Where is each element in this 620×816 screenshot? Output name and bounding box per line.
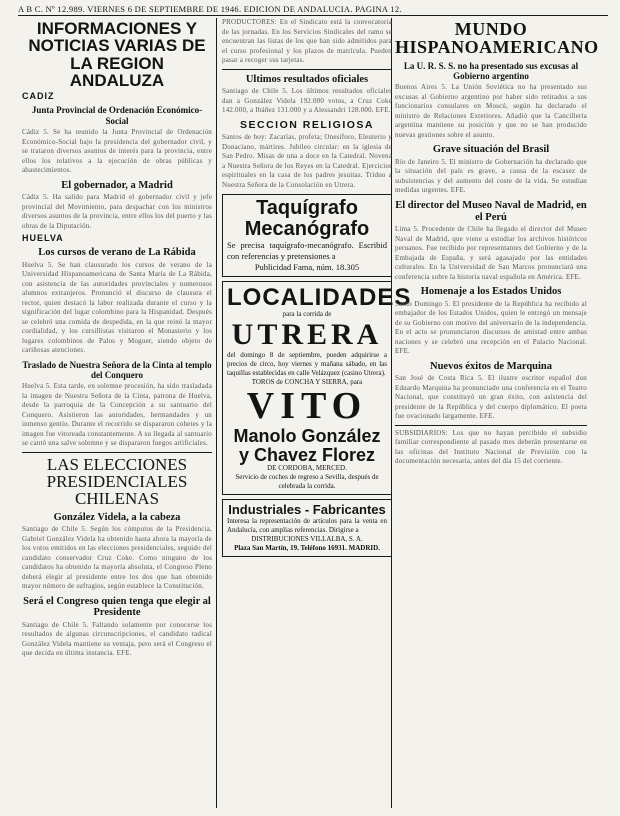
headline-homenaje: Homenaje a los Estados Unidos (420, 286, 562, 298)
ad-taquigrafo-address: Publicidad Fama, núm. 18.305 (254, 262, 360, 273)
headline-ultimos-resultados: Ultimos resultados oficiales (245, 73, 369, 85)
headline-traslado: Traslado de Nuestra Señora de la Cinta al templo del Conquero (22, 359, 212, 380)
ad-taquigrafo (222, 194, 392, 277)
headline-seccion-religiosa: SECCION RELIGIOSA (239, 118, 374, 131)
headline-brasil: Grave situación del Brasil (432, 144, 550, 156)
column-middle (222, 18, 412, 810)
ad-localidades-subtitle: para la corrida de (282, 310, 332, 319)
headline-gobernador: El gobernador, a Madrid (61, 179, 173, 191)
article-brasil: Río de Janeiro 5. El ministro de Gobernación ha declarado que la situación del país es grave, a causa de la escasez de subsistencias y del aumento del coste de la vida. Se estudian medidas urgentes. EFE. (395, 157, 587, 195)
article-congreso: Santiago de Chile 5. Faltando solamente por conocerse los resultados de algunas circunscripciones, el candidato radical González Videla mantiene su ventaja, pero será el Congreso el que decida en última instancia. EFE. (22, 620, 212, 658)
article-museo-naval: Lima 5. Procedente de Chile ha llegado el director del Museo Naval de Madrid, que viene a estudiar los archivos históricos peruanos. Fue recibido por representantes del Gobierno y de la Embajada de España, y será agasajado por las entidades culturales. En la Universidad de San Marcos pronunciará una conferencia sobre la historia naval española en América. EFE. (395, 225, 587, 281)
ad-toros-line: TOROS de CONCHA Y SIERRA, para (251, 377, 363, 386)
ad-industriales-address: Plaza San Martín, 19. Teléfono 16931. MADRID. (234, 544, 380, 553)
ad-taquigrafo-title: Taquígrafo (256, 197, 358, 220)
article-seccion-religiosa: Santos de hoy: Zacarías, profeta; Onesíforo, Eleuterio y Donaciano, mártires. Jubileo circular: en la iglesia de San Pedro. Misas de una a doce en la Catedral. Novena a Nuestra Señora de los Reyes en la Catedral. Ejercicios espirituales en la casa de los padres jesuitas. Triduo a Nuestra Señora de la Consolación en Utrera. (222, 133, 392, 189)
page-folio: A B C. Nº 12.989. VIERNES 6 DE SEPTIEMBRE DE 1946. EDICION DE ANDALUCIA. PAGINA 12. (18, 4, 402, 14)
ad-utrera: UTRERA (231, 318, 383, 352)
ad-note-2: Servicio de coches de regreso a Sevilla, después de celebrada la corrida. (235, 473, 379, 491)
ad-localidades-text: del domingo 8 de septiembre, pueden adquirirse a precios de circo, hoy viernes y mañana sábado, en las taquillas establecidas en calle Velázquez (casino Utrera). (227, 350, 387, 377)
ad-note-1: DE CORDOBA, MERCED. (267, 464, 347, 473)
ad-vito: VITO (246, 384, 368, 427)
headline-museo-naval: El director del Museo Naval de Madrid, en el Perú (395, 199, 587, 223)
column-hispanoamerica (395, 18, 599, 810)
divider (222, 69, 392, 70)
main-headline-regional: INFORMACIONES Y NOTICIAS VARIAS DE LA REGION ANDALUZA (28, 19, 206, 90)
headline-junta-provincial: Junta Provincial de Ordenación Económico-Social (31, 105, 203, 126)
notice-subsidiarios: SUBSIDIARIOS: Los que no hayan percibido el subsidio familiar correspondiente al pasado mes deberán presentarse en las oficinas del Instituto Nacional de Previsión con la documentación necesaria, antes del día 15 del corriente. (395, 428, 587, 466)
ad-taquigrafo-text: Se precisa taquígrafo-mecanógrafo. Escribid con referencias y pretensiones a (227, 240, 387, 262)
ad-industriales-company: DISTRIBUCIONES VILLALBA, S. A. (251, 535, 363, 544)
divider (22, 452, 212, 453)
ad-matador-1: Manolo González (233, 425, 381, 446)
article-ultimos-resultados: Santiago de Chile 5. Los últimos resultados oficiales dan a González Videla 192.000 votos, a Cruz Coke 142.000, a Ibáñez 131.000 y a Alessandri 128.000. EFE. (222, 87, 392, 115)
article-marquina: San José de Costa Rica 5. El ilustre escritor español don Eduardo Marquina ha pronunciado una conferencia en el Teatro Nacional, que constituyó un gran éxito, con asistencia del presidente de la República y del cuerpo diplomático. El poeta fue ovacionado largamente. EFE. (395, 374, 587, 421)
article-traslado: Huelva 5. Esta tarde, en solemne procesión, ha sido trasladada la imagen de Nuestra Señora de la Cinta, patrona de Huelva, desde la parroquia de la Concepción a su santuario del Conquero. Asistieron las autoridades, hermandades y un inmenso gentío. Durante el recorrido se dispararon cohetes y la imagen fue vitoreada constantemente. A su llegada al santuario se cantó una salve solemne y se dispararon fuegos artificiales. (22, 382, 212, 448)
main-headline-mundo-hispano: MUNDO HISPANOAMERICANO (395, 19, 599, 58)
section-cadiz: CADIZ (22, 91, 55, 102)
article-gobernador: Cádiz 5. Ha salido para Madrid el gobernador civil y jefe provincial del Movimiento, para despachar con los ministros diversos asuntos de la provincia, entre ellos los del puerto y las obras de la Diputación. (22, 193, 212, 230)
article-gonzalez-videla: Santiago de Chile 5. Según los cómputos de la Presidencia, Gabriel González Videla ha obtenido hasta ahora la mayoría de los votos emitidos en las elecciones presidenciales, seguido del candidato conservador Cruz Coke. Como ninguno de los candidatos ha obtenido la mayoría absoluta, el Congreso Pleno deberá elegir al presidente entre los dos que han obtenido mayor número de sufragios, según establece la Constitución. (22, 525, 212, 591)
ad-localidades-title: LOCALIDADES (227, 284, 412, 312)
section-huelva: HUELVA (22, 233, 64, 244)
header-rule (18, 15, 608, 16)
headline-congreso: Será el Congreso quien tenga que elegir al Presidente (23, 595, 211, 619)
headline-gonzalez-videla: González Videla, a la cabeza (53, 511, 181, 523)
ad-industriales-title: Industriales - Fabricantes (228, 502, 386, 518)
ad-matador-2: y Chavez Florez (238, 444, 376, 465)
article-homenaje: Santo Domingo 5. El presidente de la República ha recibido al embajador de los Estados Unidos, quien le entregó un mensaje de su Gobierno con motivo del aniversario de la independencia. En el acto se pronunciaron discursos de amistad entre ambas naciones y se celebró una recepción en el Palacio Nacional. EFE. (395, 299, 587, 356)
article-urss: Buenos Aires 5. La Unión Soviética no ha presentado sus excusas al Gobierno argentino por haber sido retirados a sus funcionarios consulares en Moscú, según ha declarado el ministro de Relaciones Exteriores. Añadió que la Cancillería argentina mantiene su posición y que no se han producido nuevas gestiones sobre el asunto. (395, 83, 587, 139)
headline-urss: La U. R. S. S. no ha presentado sus excusas al Gobierno argentino (403, 60, 579, 82)
headline-marquina: Nuevos éxitos de Marquina (429, 360, 553, 372)
article-rabida: Huelva 5. Se han clausurado los cursos de verano de la Universidad Hispanoamericana de Santa María de La Rábida, con asistencia de las autoridades provinciales y numerosos alumnos extranjeros. Pronunció el discurso de clausura el rector, quien destacó la labor realizada durante el curso y la significación del lugar colombino para la Hispanidad. Después se celebró una comida de despedida, en la que reinó la mayor cordialidad, y los cursillistas visitaron el Monasterio y los lugares colombinos de Palos y Moguer, siendo objeto de cariñosas atenciones. (22, 260, 212, 355)
column-regional-news (22, 18, 212, 810)
ad-industriales-text: Interesa la representación de artículos para la venta en Andalucía, con amplias referencias. Dirigirse a (227, 517, 387, 535)
ad-industriales (222, 499, 392, 557)
headline-rabida: Los cursos de verano de La Rábida (38, 247, 196, 259)
notice-productores: PRODUCTORES: En el Sindicato está la convocatoria de las jornadas. En los Servicios Sindicales del ramo se encuentran las listas de los que han sido admitidos para el curso profesional y los plazos de matrícula. Pueden pasar a recoger sus tarjetas. (222, 18, 392, 64)
column-rule-left (216, 18, 217, 808)
article-junta-provincial: Cádiz 5. Se ha reunido la Junta Provincial de Ordenación Económico-Social bajo la presidencia del gobernador civil, y se trataron diversos asuntos de interés para la provincia, entre ellos los relativos a la ejecución de obras públicas y abastecimientos. (22, 128, 212, 174)
ad-localidades (222, 281, 412, 495)
headline-elecciones-chilenas: LAS ELECCIONES PRESIDENCIALES CHILENAS (46, 454, 188, 509)
divider (395, 425, 587, 426)
ad-mecanografo-title: Mecanógrafo (244, 218, 370, 241)
